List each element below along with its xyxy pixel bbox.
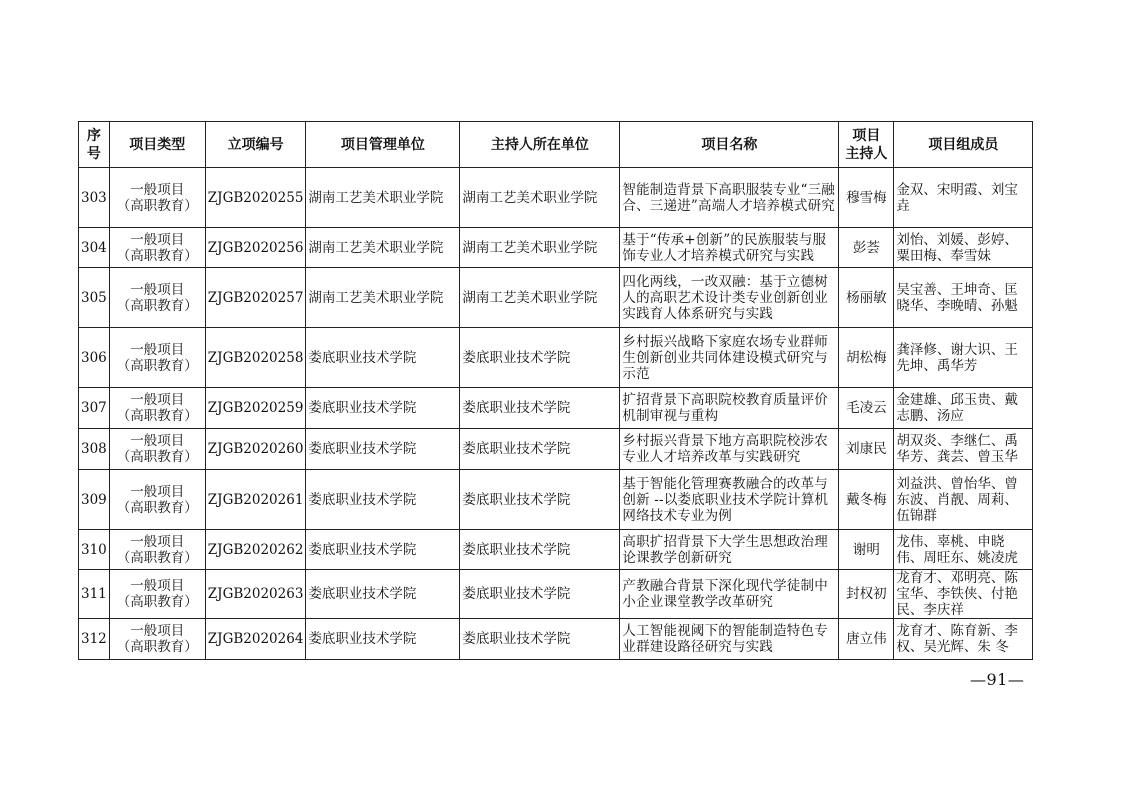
code-cell: ZJGB2020260 xyxy=(205,429,306,470)
header-host xyxy=(839,122,894,168)
type-line2: （高职教育） xyxy=(116,499,198,516)
code-cell: ZJGB2020262 xyxy=(205,530,306,570)
members-cell: 龙育才、邓明亮、陈宝华、李铁侠、付艳民、李庆祥 xyxy=(894,570,1033,619)
code-cell: ZJGB2020257 xyxy=(205,268,306,328)
host-unit-cell: 娄底职业技术学院 xyxy=(460,328,620,388)
table-row xyxy=(79,228,1033,268)
header-host-line2: 主持人 xyxy=(845,145,888,162)
host-unit-cell: 娄底职业技术学院 xyxy=(460,429,620,470)
host-cell: 胡松梅 xyxy=(839,328,894,388)
manage-unit-cell: 娄底职业技术学院 xyxy=(306,470,460,530)
host-cell: 刘康民 xyxy=(839,429,894,470)
host-cell: 封权初 xyxy=(839,570,894,619)
serial-cell: 310 xyxy=(79,530,110,570)
project-table xyxy=(78,121,1033,660)
host-unit-cell: 湖南工艺美术职业学院 xyxy=(460,268,620,328)
type-line1: 一般项目 xyxy=(130,181,185,198)
type-line1: 一般项目 xyxy=(130,433,185,449)
type-line1: 一般项目 xyxy=(130,533,185,550)
table-row xyxy=(79,328,1033,388)
type-cell xyxy=(109,470,205,530)
type-line2: （高职教育） xyxy=(116,549,198,566)
serial-cell: 308 xyxy=(79,429,110,470)
members-cell: 金建雄、邱玉贵、戴志鹏、汤应 xyxy=(894,388,1033,429)
project-name-cell: 基于“传承+创新”的民族服装与服饰专业人才培养模式研究与实践 xyxy=(620,228,839,268)
manage-unit-cell: 娄底职业技术学院 xyxy=(306,328,460,388)
type-line2: （高职教育） xyxy=(116,297,198,314)
table-row xyxy=(79,388,1033,429)
host-cell: 穆雪梅 xyxy=(839,168,894,228)
type-cell xyxy=(109,570,205,619)
code-cell: ZJGB2020263 xyxy=(205,570,306,619)
members-cell: 刘益洪、曾怡华、曾东波、肖靓、周莉、伍锦群 xyxy=(894,470,1033,530)
type-line2: （高职教育） xyxy=(116,408,198,424)
page-number: —91— xyxy=(970,670,1025,689)
header-serial-line1: 序 xyxy=(86,127,101,144)
header-type: 项目类型 xyxy=(109,122,205,168)
type-cell xyxy=(109,388,205,429)
code-cell: ZJGB2020258 xyxy=(205,328,306,388)
type-line1: 一般项目 xyxy=(130,231,185,248)
header-host-unit: 主持人所在单位 xyxy=(460,122,620,168)
host-unit-cell: 湖南工艺美术职业学院 xyxy=(460,228,620,268)
serial-cell: 305 xyxy=(79,268,110,328)
project-name-cell: 智能制造背景下高职服装专业“三融合、三递进”高端人才培养模式研究 xyxy=(620,168,839,228)
header-manage-unit: 项目管理单位 xyxy=(306,122,460,168)
project-name-cell: 高职扩招背景下大学生思想政治理论课教学创新研究 xyxy=(620,530,839,570)
type-line2: （高职教育） xyxy=(116,449,198,465)
header-serial-line2: 号 xyxy=(86,145,101,162)
host-unit-cell: 娄底职业技术学院 xyxy=(460,570,620,619)
project-name-cell: 产教融合背景下深化现代学徒制中小企业课堂教学改革研究 xyxy=(620,570,839,619)
table-row xyxy=(79,619,1033,660)
project-name-cell: 基于智能化管理赛教融合的改革与创新 --以娄底职业技术学院计算机网络技术专业为例 xyxy=(620,470,839,530)
type-line1: 一般项目 xyxy=(130,341,185,358)
type-line2: （高职教育） xyxy=(116,594,198,610)
host-unit-cell: 娄底职业技术学院 xyxy=(460,388,620,429)
type-line1: 一般项目 xyxy=(130,483,185,500)
manage-unit-cell: 娄底职业技术学院 xyxy=(306,388,460,429)
type-line1: 一般项目 xyxy=(130,623,185,639)
type-cell xyxy=(109,619,205,660)
header-row xyxy=(79,122,1033,168)
type-line2: （高职教育） xyxy=(116,357,198,374)
type-cell xyxy=(109,268,205,328)
type-cell xyxy=(109,168,205,228)
table-row xyxy=(79,470,1033,530)
host-unit-cell: 娄底职业技术学院 xyxy=(460,470,620,530)
manage-unit-cell: 湖南工艺美术职业学院 xyxy=(306,268,460,328)
serial-cell: 304 xyxy=(79,228,110,268)
table-row xyxy=(79,530,1033,570)
manage-unit-cell: 湖南工艺美术职业学院 xyxy=(306,168,460,228)
header-members: 项目组成员 xyxy=(894,122,1033,168)
members-cell: 龙伟、辜桃、申晓伟、周旺东、姚凌虎 xyxy=(894,530,1033,570)
code-cell: ZJGB2020255 xyxy=(205,168,306,228)
project-name-cell: 乡村振兴背景下地方高职院校涉农专业人才培养改革与实践研究 xyxy=(620,429,839,470)
serial-cell: 312 xyxy=(79,619,110,660)
manage-unit-cell: 娄底职业技术学院 xyxy=(306,570,460,619)
table-row xyxy=(79,570,1033,619)
serial-cell: 306 xyxy=(79,328,110,388)
serial-cell: 311 xyxy=(79,570,110,619)
project-name-cell: 四化两线，一改双融：基于立德树人的高职艺术设计类专业创新创业实践育人体系研究与实践 xyxy=(620,268,839,328)
project-name-cell: 扩招背景下高职院校教育质量评价机制审视与重构 xyxy=(620,388,839,429)
host-cell: 唐立伟 xyxy=(839,619,894,660)
code-cell: ZJGB2020264 xyxy=(205,619,306,660)
table-row xyxy=(79,429,1033,470)
project-name-cell: 人工智能视阈下的智能制造特色专业群建设路径研究与实践 xyxy=(620,619,839,660)
members-cell: 龚泽修、谢大识、王先坤、禹华芳 xyxy=(894,328,1033,388)
project-name-cell: 乡村振兴战略下家庭农场专业群师生创新创业共同体建设模式研究与示范 xyxy=(620,328,839,388)
manage-unit-cell: 湖南工艺美术职业学院 xyxy=(306,228,460,268)
serial-cell: 309 xyxy=(79,470,110,530)
members-cell: 金双、宋明霞、刘宝垚 xyxy=(894,168,1033,228)
manage-unit-cell: 娄底职业技术学院 xyxy=(306,530,460,570)
members-cell: 吴宝善、王坤奇、匡晓华、李晚晴、孙魁 xyxy=(894,268,1033,328)
serial-cell: 303 xyxy=(79,168,110,228)
host-unit-cell: 娄底职业技术学院 xyxy=(460,530,620,570)
table-row xyxy=(79,168,1033,228)
host-unit-cell: 湖南工艺美术职业学院 xyxy=(460,168,620,228)
code-cell: ZJGB2020256 xyxy=(205,228,306,268)
table-row xyxy=(79,268,1033,328)
members-cell: 龙育才、陈育新、李 权、吴光辉、朱 冬 xyxy=(894,619,1033,660)
type-line2: （高职教育） xyxy=(116,247,198,264)
members-cell: 胡双炎、李继仁、禹华芳、龚芸、曾玉华 xyxy=(894,429,1033,470)
header-project-name: 项目名称 xyxy=(620,122,839,168)
members-cell: 刘怡、刘媛、彭婷、粟田梅、奉雪妹 xyxy=(894,228,1033,268)
host-cell: 毛凌云 xyxy=(839,388,894,429)
serial-cell: 307 xyxy=(79,388,110,429)
host-cell: 谢明 xyxy=(839,530,894,570)
type-line1: 一般项目 xyxy=(130,392,185,408)
type-cell xyxy=(109,228,205,268)
host-cell: 戴冬梅 xyxy=(839,470,894,530)
manage-unit-cell: 娄底职业技术学院 xyxy=(306,619,460,660)
manage-unit-cell: 娄底职业技术学院 xyxy=(306,429,460,470)
type-line2: （高职教育） xyxy=(116,639,198,655)
type-line1: 一般项目 xyxy=(130,281,185,298)
type-cell xyxy=(109,429,205,470)
host-unit-cell: 娄底职业技术学院 xyxy=(460,619,620,660)
type-line1: 一般项目 xyxy=(130,578,185,594)
header-code: 立项编号 xyxy=(205,122,306,168)
header-host-line1: 项目 xyxy=(852,127,881,144)
header-serial xyxy=(79,122,110,168)
host-cell: 彭荟 xyxy=(839,228,894,268)
code-cell: ZJGB2020261 xyxy=(205,470,306,530)
code-cell: ZJGB2020259 xyxy=(205,388,306,429)
type-cell xyxy=(109,530,205,570)
type-cell xyxy=(109,328,205,388)
type-line2: （高职教育） xyxy=(116,197,198,214)
host-cell: 杨丽敏 xyxy=(839,268,894,328)
